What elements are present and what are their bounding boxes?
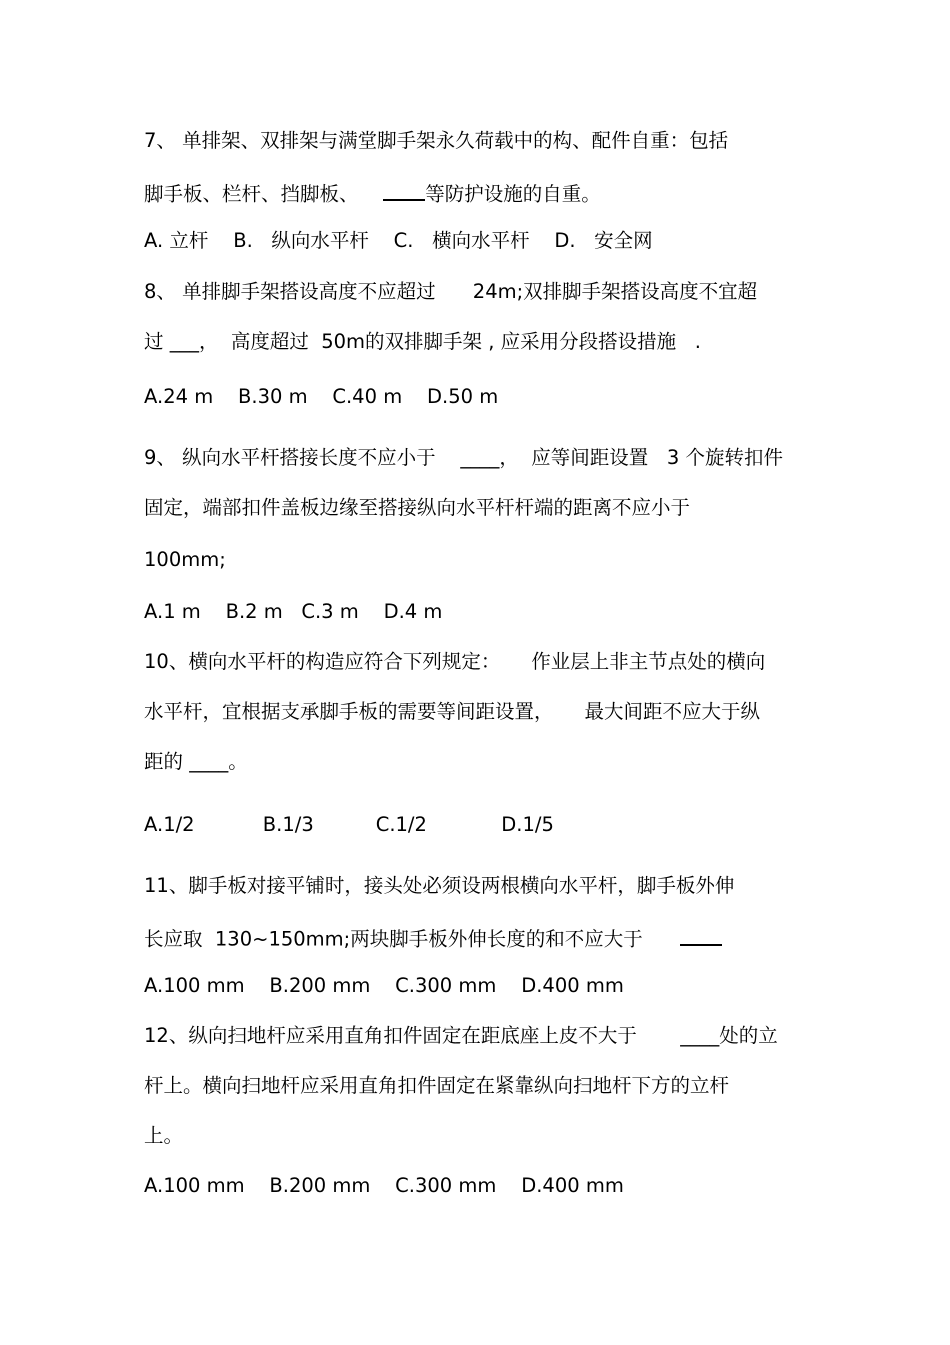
q12-line-1: 12、纵向扫地杆应采用直角扣件固定在距底座上皮不大于 ____处的立 — [144, 1024, 778, 1047]
q8-line-2: 过 ___， 高度超过 50m的双排脚手架 , 应采用分段搭设措施 . — [144, 330, 701, 353]
q11-line-2-part-a: 长应取 130~150mm;两块脚手板外伸长度的和不应大于 — [144, 927, 680, 951]
q8-options: A.24 m B.30 m C.40 m D.50 m — [144, 385, 499, 408]
q12-line-2: 杆上。横向扫地杆应采用直角扣件固定在紧靠纵向扫地杆下方的立杆 — [144, 1074, 730, 1097]
q10-line-2: 水平杆，宜根据支承脚手板的需要等间距设置， 最大间距不应大于纵 — [144, 700, 760, 723]
q11-line-1: 11、脚手板对接平铺时，接头处必须设两根横向水平杆，脚手板外伸 — [144, 874, 735, 897]
q10-line-1: 10、横向水平杆的构造应符合下列规定： 作业层上非主节点处的横向 — [144, 650, 766, 673]
q11-line-2 — [144, 924, 722, 952]
q7-line-1: 7、 单排架、双排架与满堂脚手架永久荷载中的构、配件自重：包括 — [144, 129, 729, 152]
q9-line-3: 100mm; — [144, 548, 226, 571]
q7-options: A. 立杆 B. 纵向水平杆 C. 横向水平杆 D. 安全网 — [144, 229, 653, 252]
q10-line-3: 距的 ____。 — [144, 750, 248, 773]
q11-blank — [680, 924, 722, 946]
q9-options: A.1 m B.2 m C.3 m D.4 m — [144, 600, 443, 623]
q8-line-1: 8、 单排脚手架搭设高度不应超过 24m;双排脚手架搭设高度不宜超 — [144, 280, 758, 303]
q7-blank — [383, 179, 425, 201]
q9-line-2: 固定，端部扣件盖板边缘至搭接纵向水平杆杆端的距离不应小于 — [144, 496, 691, 519]
q7-line-2-part-b: 等防护设施的自重。 — [425, 182, 601, 206]
q11-options: A.100 mm B.200 mm C.300 mm D.400 mm — [144, 974, 624, 997]
q7-line-2 — [144, 179, 601, 207]
q7-line-2-part-a: 脚手板、栏杆、挡脚板、 — [144, 182, 384, 206]
q9-line-1: 9、 纵向水平杆搭接长度不应小于 ____， 应等间距设置 3 个旋转扣件 — [144, 446, 783, 469]
q12-line-3: 上。 — [144, 1124, 184, 1147]
q12-options: A.100 mm B.200 mm C.300 mm D.400 mm — [144, 1174, 624, 1197]
q10-options: A.1/2 B.1/3 C.1/2 D.1/5 — [144, 813, 554, 836]
